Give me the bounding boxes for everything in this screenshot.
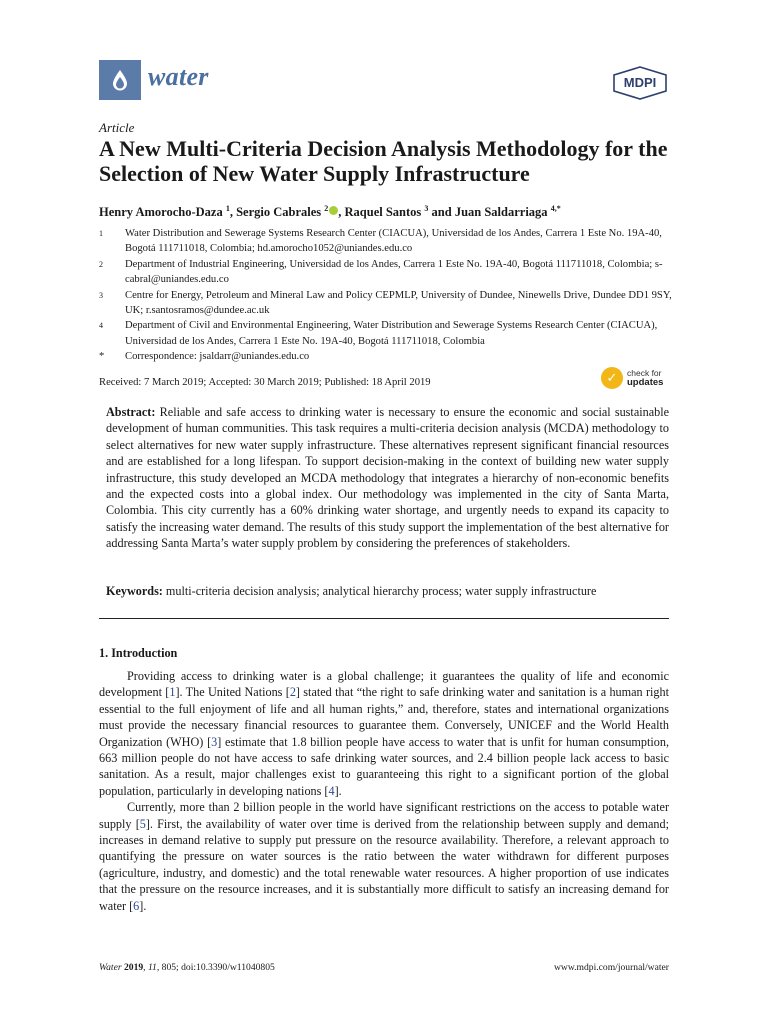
keywords-text: multi-criteria decision analysis; analytical hierarchy process; water supply infrastructure	[165, 584, 597, 598]
affiliation-item	[99, 288, 679, 319]
author-separator: ,	[229, 205, 237, 220]
affiliation-number: 2	[99, 259, 103, 269]
author-affil-sup: 2	[324, 204, 329, 213]
footer-citation: Water 2019, 11, 805; doi:10.3390/w11040805	[99, 962, 275, 973]
keywords-label: Keywords:	[106, 584, 163, 598]
intro-body	[99, 668, 669, 914]
article-type: Article	[99, 120, 135, 135]
author-name: Raquel Santos	[344, 205, 422, 220]
paragraph-text: ] stated that “the right to safe drinking water and sanitation is a human right essential to the full enjoyment of life and all human rights,” and, therefore, states and international organizations must provide the necessary financial resources to guarantee them. Conversely, UNICEF and the World Health Organization (WHO) [	[99, 685, 669, 749]
reference-link[interactable]: 4	[328, 783, 335, 798]
paragraph-text: ].	[334, 783, 342, 798]
footer-year: 2019	[123, 962, 144, 973]
author-name: Henry Amorocho-Daza	[99, 205, 223, 220]
affiliation-text: Centre for Energy, Petroleum and Mineral Law and Policy CEPMLP, University of Dundee, Ninewells Drive, Dundee DD1 9SY, UK; r.santosramos@dundee.ac.uk	[125, 289, 672, 317]
paragraph-text: ]. The United Nations [	[175, 685, 290, 700]
affiliation-text: Department of Industrial Engineering, Universidad de los Andes, Carrera 1 Este No. 19A-40, Bogotá 111711018, Colombia; s-cabral@uniandes.edu.co	[125, 258, 663, 286]
abstract	[106, 404, 669, 552]
orcid-icon[interactable]	[329, 206, 338, 215]
abstract-text: Reliable and safe access to drinking water is necessary to ensure the economic and social sustainable development of human communities. This task requires a multi-criteria decision analysis (MCDA) methodology to select alternatives for new water supply infrastructure. These alternatives represent significant financial resources and are established for a long lifespan. To support decision-making in the context of building new water supply infrastructure, this study developed an MCDA methodology that integrates a hierarchy of non-economic benefits and the expected costs into a global index. Our methodology was implemented in the city of Santa Marta, Colombia. This city currently has a 60% drinking water shortage, and urgently needs to expand its capacity to satisfy the increasing water demand. The results of this study support the implementation of the best alternative for addressing Santa Marta’s water supply problem by considering the preferences of stakeholders.	[106, 405, 670, 551]
abstract-label: Abstract:	[106, 405, 156, 419]
section-divider	[99, 618, 669, 619]
affiliation-item	[99, 318, 679, 349]
paragraph-text: Providing access to drinking water is a global challenge; it guarantees the quality of life and economic development [	[99, 669, 669, 700]
reference-link[interactable]: 6	[133, 898, 140, 913]
correspondence-text: Correspondence: jsaldarr@uniandes.edu.co	[125, 351, 310, 363]
author-affil-sup: 3	[424, 204, 429, 213]
publication-dates: Received: 7 March 2019; Accepted: 30 March 2019; Published: 18 April 2019	[99, 377, 431, 388]
author-separator: ,	[338, 205, 345, 220]
author-list	[99, 204, 699, 220]
author-name: Sergio Cabrales	[236, 205, 322, 220]
affiliation-item	[99, 349, 679, 364]
paragraph-text: ]. First, the availability of water over time is derived from the relationship between supply and demand; increases in demand relative to supply put pressure on the resource availability. Therefore, a relevant approach to quantifying the pressure on water sources is the ratio between the water withdrawn for different purposes (agriculture, industry, and domestic) and the total renewable water resources. A higher proportion of use indicates that the pressure on the resource increases, and it is substantially more difficult to satisfy an increasing demand for water [	[99, 816, 670, 913]
reference-link[interactable]: 5	[139, 816, 146, 831]
check-updates-top: check for	[627, 368, 662, 378]
section-heading: 1. Introduction	[99, 646, 178, 660]
affiliation-text: Department of Civil and Environmental Engineering, Water Distribution and Sewerage Systems Research Center (CIACUA), Universidad de los Andes, Carrera 1 Este No. 19A-40, Bogotá 111711018, Colombia	[125, 320, 658, 347]
affiliation-text: Water Distribution and Sewerage Systems Research Center (CIACUA), Universidad de los Andes, Carrera 1 Este No. 19A-40, Bogotá 111711018, Colombia; hd.amorocho1052@uniandes.edu.co	[125, 228, 662, 255]
mdpi-label: MDPI	[623, 75, 657, 90]
paragraph-text: ] estimate that 1.8 billion people have access to water that is unfit for human consumption, 663 million people do not have access to safe drinking water sources, and 2.4 billion people lack access to basic sanitation. As a result, major challenges exist to guaranteeing this right to a significant portion of the global population, particularly in developing nations [	[99, 734, 669, 798]
author-affil-sup: 4,*	[550, 204, 561, 213]
reference-link[interactable]: 3	[211, 734, 218, 749]
check-updates-bottom: updates	[627, 377, 664, 388]
water-drop-icon	[111, 68, 129, 92]
paragraph-text: ].	[139, 898, 147, 913]
check-mark-icon: ✓	[601, 367, 623, 389]
affiliation-item	[99, 257, 679, 288]
author-name: Juan Saldarriaga	[454, 205, 548, 220]
reference-link[interactable]: 1	[169, 685, 176, 700]
mdpi-logo	[612, 66, 668, 100]
footer-journal: Water	[99, 962, 122, 973]
affiliation-number: 3	[99, 290, 103, 300]
intro-paragraph	[99, 668, 669, 799]
affiliation-list	[99, 226, 679, 365]
author-separator: and	[428, 205, 455, 220]
keywords	[106, 584, 669, 599]
check-for-updates-badge[interactable]	[601, 367, 663, 389]
intro-paragraph	[99, 799, 669, 914]
reference-link[interactable]: 2	[289, 685, 296, 700]
affiliation-number: 1	[99, 229, 103, 238]
footer-volume: 11	[147, 962, 157, 973]
paragraph-text: Currently, more than 2 billion people in the world have significant restrictions on the access to potable water supply [	[99, 800, 669, 831]
footer-url[interactable]: www.mdpi.com/journal/water	[553, 962, 669, 973]
affiliation-item	[99, 226, 679, 257]
journal-name: water	[148, 62, 209, 91]
journal-logo	[99, 60, 141, 100]
footer-doi: , 805; doi:10.3390/w11040805	[156, 962, 275, 973]
author-affil-sup: 1	[225, 204, 230, 213]
affiliation-number: *	[99, 351, 105, 363]
article-title: A New Multi-Criteria Decision Analysis Methodology for the Selection of New Water Supply Infrastructure	[99, 136, 668, 186]
affiliation-number: 4	[99, 321, 103, 331]
